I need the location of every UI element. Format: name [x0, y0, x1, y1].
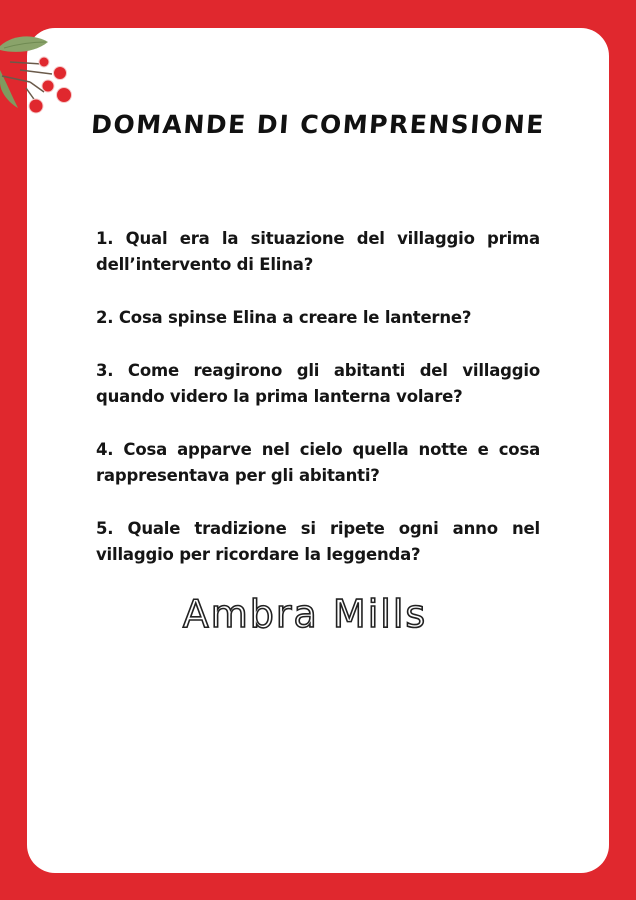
- question-item: 1. Qual era la situazione del villaggio prima dell’intervento di Elina?: [96, 229, 540, 274]
- signature-text: Ambra Mills: [182, 592, 428, 636]
- signature: [150, 585, 460, 645]
- holly-berries-icon: [0, 30, 80, 120]
- questions-list: [96, 226, 540, 595]
- question-item: 5. Quale tradizione si ripete ogni anno nel villaggio per ricordare la leggenda?: [96, 519, 540, 564]
- question-item: 4. Cosa apparve nel cielo quella notte e cosa rappresentava per gli abitanti?: [96, 440, 540, 485]
- page-title: DOMANDE DI COMPRENSIONE: [90, 110, 546, 139]
- question-item: 3. Come reagirono gli abitanti del villaggio quando videro la prima lanterna volare?: [96, 361, 540, 406]
- question-item: 2. Cosa spinse Elina a creare le lanterne?: [96, 308, 472, 327]
